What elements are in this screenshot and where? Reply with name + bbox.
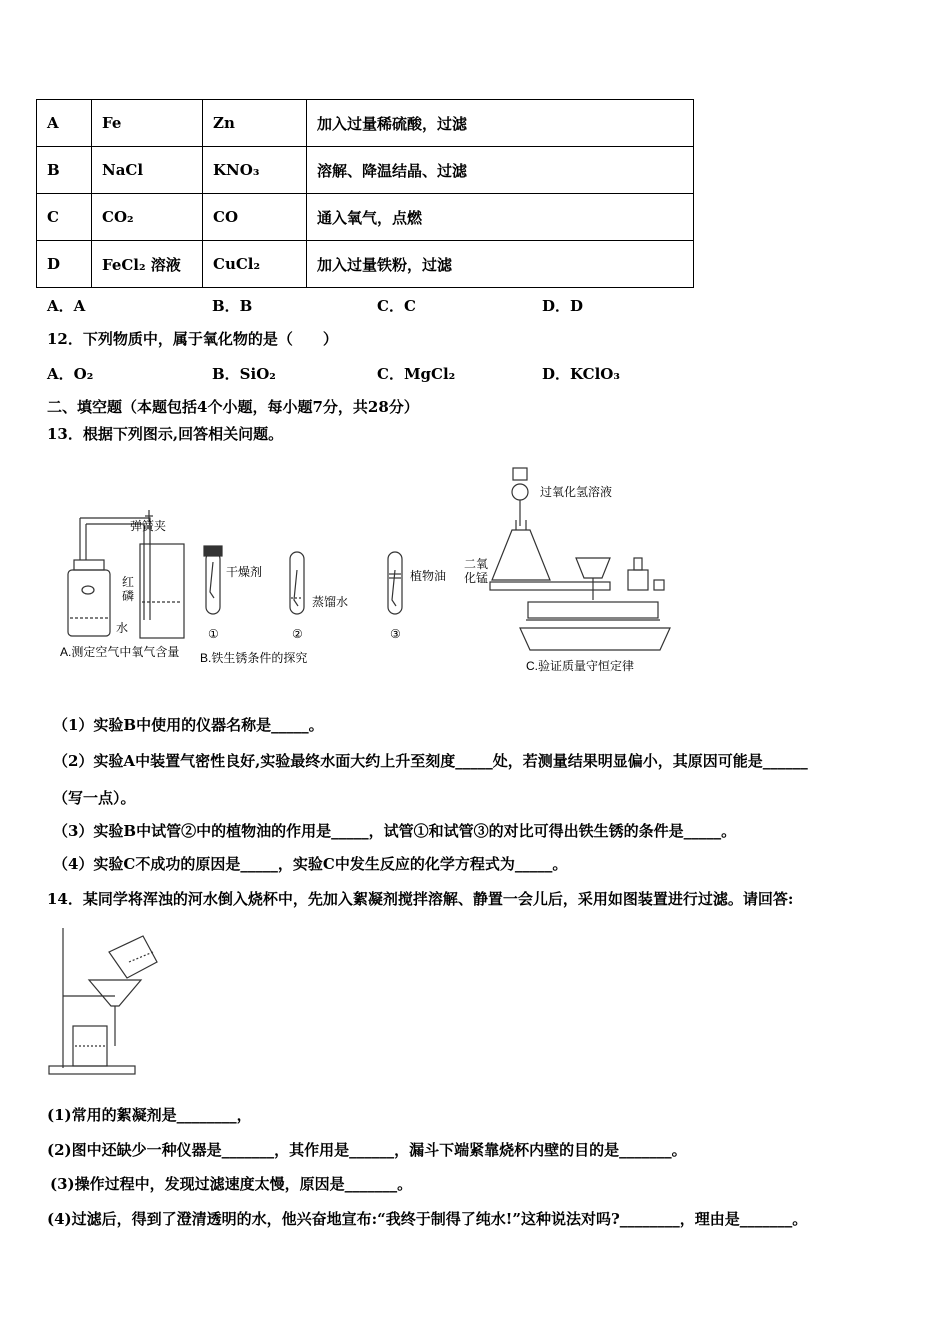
q14-part-2: (2)图中还缺少一种仪器是_______，其作用是______，漏斗下端紧靠烧杯内壁的目的是_______。 (47, 1141, 687, 1159)
q11-option-c[interactable]: C．C (377, 297, 416, 315)
q14-part-3: (3)操作过程中，发现过滤速度太慢，原因是_______。 (50, 1175, 413, 1193)
q11-option-b[interactable]: B．B (212, 297, 253, 315)
q13-stem: 13．根据下列图示,回答相关问题。 (47, 425, 284, 443)
q11-option-d[interactable]: D．D (542, 297, 584, 315)
method-cell: 通入氧气，点燃 (307, 194, 694, 241)
q13-part-3: （3）实验B中试管②中的植物油的作用是_____，试管①和试管③的对比可得出铁生锈的条件是_____。 (53, 822, 737, 840)
q14-part-4: (4)过滤后，得到了澄清透明的水，他兴奋地宣布:“我终于制得了纯水!”这种说法对吗?________，理由是_______。 (47, 1210, 808, 1228)
q12-option-b[interactable]: B．SiO₂ (212, 365, 276, 383)
q14-filtration-figure (45, 922, 175, 1077)
substance-cell: Fe (92, 100, 203, 147)
q14-part-1: (1)常用的絮凝剂是________， (47, 1106, 252, 1124)
q13-c-label-mno2-1: 二氧 (464, 557, 489, 571)
q13-b-label-desiccant: 干燥剂 (226, 565, 263, 579)
substance-cell: FeCl₂ 溶液 (92, 241, 203, 288)
q13-c-caption: C.验证质量守恒定律 (526, 659, 635, 673)
q13-a-label-spring-clip: 弹簧夹 (130, 519, 167, 533)
q13-a-label-water: 水 (116, 621, 129, 635)
q13-c-label-h2o2: 过氧化氢溶液 (540, 485, 613, 499)
impurity-cell: CO (203, 194, 307, 241)
q13-figure-svg (50, 460, 700, 680)
q13-a-label-phosphorus: 磷 (122, 589, 135, 603)
q13-a-label-red: 红 (122, 575, 135, 589)
q12-stem: 12．下列物质中，属于氧化物的是（ ） (47, 330, 338, 348)
q11-table (36, 99, 694, 288)
table-row (37, 194, 694, 241)
q13-b-label-water: 蒸馏水 (312, 595, 349, 609)
q13-part-4: （4）实验C不成功的原因是_____，实验C中发生反应的化学方程式为_____。 (53, 855, 568, 873)
q14-filtration-svg (45, 922, 175, 1077)
q13-b-label-oil: 植物油 (410, 569, 447, 583)
impurity-cell: KNO₃ (203, 147, 307, 194)
q12-option-d[interactable]: D．KClO₃ (542, 365, 620, 383)
method-cell: 加入过量稀硫酸，过滤 (307, 100, 694, 147)
row-label: B (37, 147, 92, 194)
q13-a-caption: A.测定空气中氧气含量 (60, 645, 180, 659)
section-heading: 二、填空题（本题包括4个小题，每小题7分，共28分） (47, 398, 419, 416)
table-row (37, 241, 694, 288)
row-label: C (37, 194, 92, 241)
q13-figure (50, 460, 700, 680)
q13-b-tube-3: ③ (390, 627, 401, 641)
substance-cell: NaCl (92, 147, 203, 194)
q13-b-tube-1: ① (208, 627, 219, 641)
q11-option-a[interactable]: A．A (47, 297, 86, 315)
q13-b-caption: B.铁生锈条件的探究 (200, 651, 308, 665)
impurity-cell: Zn (203, 100, 307, 147)
q12-option-a[interactable]: A．O₂ (47, 365, 94, 383)
q12-option-c[interactable]: C．MgCl₂ (377, 365, 456, 383)
row-label: A (37, 100, 92, 147)
q13-part-1: （1）实验B中使用的仪器名称是_____。 (53, 716, 324, 734)
table-row (37, 147, 694, 194)
q13-part-2: （2）实验A中装置气密性良好,实验最终水面大约上升至刻度_____处，若测量结果明显偏小，其原因可能是______ (53, 752, 808, 770)
q13-part-2-cont: （写一点）。 (53, 789, 136, 807)
substance-cell: CO₂ (92, 194, 203, 241)
method-cell: 加入过量铁粉，过滤 (307, 241, 694, 288)
table-row (37, 100, 694, 147)
q14-stem: 14．某同学将浑浊的河水倒入烧杯中，先加入絮凝剂搅拌溶解、静置一会儿后，采用如图装置进行过滤。请回答: (47, 890, 794, 908)
method-cell: 溶解、降温结晶、过滤 (307, 147, 694, 194)
q13-c-label-mno2-2: 化锰 (464, 571, 489, 585)
row-label: D (37, 241, 92, 288)
q13-b-tube-2: ② (292, 627, 303, 641)
impurity-cell: CuCl₂ (203, 241, 307, 288)
